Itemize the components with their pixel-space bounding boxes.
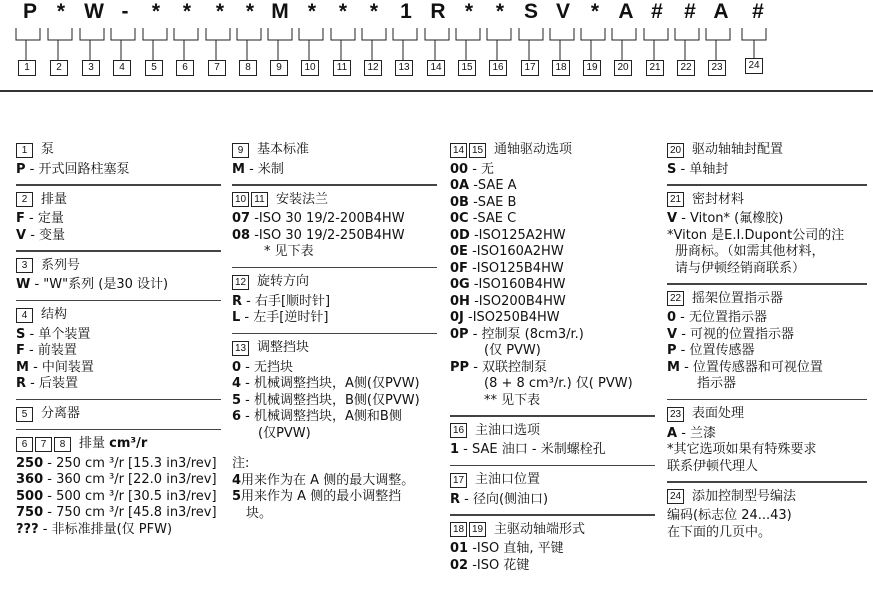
section-3-series [16,258,221,294]
section-number: 21 [667,192,684,207]
section-title: 旋转方向 [257,274,310,289]
code-char-14: R [430,0,446,23]
position-box-1: 1 [18,60,36,76]
section-title: 表面处理 [692,406,745,421]
code-desc: - 右手[顺时针] [242,293,331,309]
position-box-8: 8 [239,60,257,76]
section-14-15-through-drive [450,142,655,409]
section-title: 结构 [41,307,68,322]
divider [232,184,437,186]
note-text: 册商标。（如需其他材料， [675,244,825,259]
section-12-rotation [232,274,437,327]
code-key: 5 [232,392,242,408]
section-5-separator [16,406,221,423]
code-char-22: # [684,0,696,23]
code-desc: - 变量 [26,227,66,243]
divider [450,415,655,417]
footnote-ref: ** 见下表 [484,392,541,408]
code-key: V [667,326,678,342]
code-desc: - 750 cm ³/r [45.8 in3/rev] [43,505,217,520]
code-key: P [667,343,677,358]
section-title: 调整挡块 [257,340,310,355]
position-box-7: 7 [208,60,226,76]
code-desc: -SAE B [468,194,517,210]
code-key: F [16,211,25,226]
code-key: 01 [450,541,469,556]
section-number: 8 [54,437,71,452]
code-desc: -ISO200B4HW [469,293,566,309]
code-key: W [16,277,31,292]
code-key: 0J [450,310,464,325]
section-title: 摇架位置指示器 [692,290,784,306]
section-18-19-shaft [450,522,655,575]
code-key: P [16,161,26,177]
code-key: 4 [232,376,242,391]
code-desc: -ISO 直轴, 平键 [468,541,564,556]
position-box-24: 24 [745,58,763,74]
section-number: 13 [232,341,249,356]
section-title: 主油口选项 [475,422,541,438]
code-key: 0A [450,178,470,193]
code-desc: -ISO125B4HW [467,260,564,276]
section-title: 驱动轴轴封配置 [692,142,784,157]
header-divider [0,90,873,92]
code-key: 0H [450,293,470,309]
section-number: 2 [16,192,33,207]
section-number: 10 [232,192,249,207]
code-desc-cont: (仅PVW) [258,425,311,441]
section-number: 6 [16,437,33,452]
divider [232,333,437,335]
code-key: 0D [450,227,470,243]
code-desc: - 500 cm ³/r [30.5 in3/rev] [43,488,217,504]
code-key: 1 [450,442,460,457]
note-title: 注: [232,456,250,471]
divider [667,184,867,186]
code-desc: - 机械调整挡块，A侧(仅PVW) [241,376,420,391]
section-title: 主驱动轴端形式 [494,521,586,537]
section-number: 23 [667,407,684,422]
section-10-11-flange [232,192,437,261]
code-desc: - "W"系列 (是30 设计) [30,277,169,292]
code-desc: - 无位置指示器 [676,310,768,325]
code-desc: -ISO160B4HW [469,277,566,292]
column-3 [450,142,655,574]
code-key: 0 [232,359,242,375]
code-char-16: * [495,0,505,23]
note-text: 联系伊顿代理人 [667,458,759,474]
code-char-15: * [464,0,474,23]
code-desc: - 360 cm ³/r [22.0 in3/rev] [43,472,217,487]
section-20-shaft-seal [667,142,867,178]
code-desc: -ISO 30 19/2-200B4HW [250,211,405,226]
section-23-surface [667,406,867,475]
section-number: 22 [667,291,684,306]
code-char-13: 1 [400,0,412,23]
code-char-18: V [555,0,570,23]
divider [450,465,655,467]
position-box-16: 16 [489,60,507,76]
position-box-5: 5 [145,60,163,76]
code-key: 0P [450,326,469,342]
code-desc: - 机械调整挡块，A侧和B侧 [241,409,402,424]
section-number: 20 [667,143,684,158]
bracket-lines [0,0,873,62]
code-key: V [16,227,27,243]
note-text: *Viton 是E.I.Dupont公司的注 [667,227,845,243]
code-key: 750 [16,505,44,520]
divider [16,250,221,252]
position-box-15: 15 [458,60,476,76]
position-box-10: 10 [301,60,319,76]
code-key: R [232,293,243,309]
section-number: 24 [667,489,684,504]
divider [16,184,221,186]
note-text: 编码(标志位 24...43) [667,508,792,523]
position-box-19: 19 [583,60,601,76]
code-key: R [16,376,27,391]
code-desc-cont: (仅 PVW) [484,343,541,358]
code-char-20: A [618,0,634,23]
code-char-6: * [182,0,192,23]
code-desc: - 兰漆 [677,425,717,441]
code-desc: -ISO 30 19/2-250B4HW [250,227,405,243]
code-key: 0B [450,194,469,210]
code-key: A [667,425,678,441]
section-number: 7 [35,437,52,452]
position-box-21: 21 [646,60,664,76]
code-desc: - 位置传感器 [676,343,755,358]
note-text: 在下面的几页中。 [667,524,772,540]
divider [16,300,221,302]
code-desc: - Viton* (氟橡胶) [677,211,784,226]
section-4-structure [16,307,221,393]
footnote-ref: * 见下表 [264,244,314,259]
code-desc: - 定量 [24,211,64,226]
section-title: 分离器 [41,406,81,421]
code-key: 08 [232,227,251,243]
section-number: 14 [450,143,467,158]
note-text: 用来作为 A 侧的最小调整挡 [241,489,402,504]
code-key: PP [450,359,470,375]
section-number: 1 [16,143,33,158]
code-desc: -ISO 花键 [468,557,530,573]
code-key: 6 [232,409,242,424]
code-desc: - 米制 [244,161,284,177]
section-16-port-option [450,423,655,459]
section-21-seal-material [667,192,867,278]
column-2 [232,142,437,522]
code-key: M [16,359,29,375]
code-desc: - 中间装置 [28,359,94,375]
code-desc: - 机械调整挡块，B侧(仅PVW) [241,392,420,408]
code-char-11: * [338,0,348,23]
code-desc: - 位置传感器和可视位置 [679,359,823,375]
code-char-3: W [84,0,104,23]
position-box-18: 18 [552,60,570,76]
section-title: 泵 [41,142,55,157]
section-number: 16 [450,423,467,438]
code-char-1: P [22,0,37,23]
code-char-21: # [651,0,663,23]
section-17-port-position [450,472,655,508]
code-desc: - 后装置 [26,376,78,391]
section-1-pump [16,142,221,178]
divider [667,481,867,483]
code-key: 0F [450,260,468,276]
code-key: M [232,161,245,177]
code-desc: - 径向(侧油口) [460,491,549,507]
code-char-5: * [151,0,161,23]
section-title: 安装法兰 [276,191,329,207]
code-key: ??? [16,521,39,537]
section-title: 排量 [41,191,68,207]
code-desc: -ISO160A2HW [467,244,564,259]
section-24-control-code [667,489,867,542]
code-key: 0 [667,310,677,325]
section-number: 4 [16,308,33,323]
code-desc: - 无挡块 [241,359,294,375]
code-desc: -ISO125A2HW [469,227,566,243]
section-13-stop [232,340,437,522]
position-box-13: 13 [395,60,413,76]
section-number: 5 [16,407,33,422]
position-box-2: 2 [50,60,68,76]
divider [16,399,221,401]
code-desc: -ISO250B4HW [463,310,560,325]
column-1 [16,142,221,538]
code-char-10: * [307,0,317,23]
note-text: *其它选项如果有特殊要求 [667,442,817,457]
code-char-2: * [56,0,66,23]
section-title: 通轴驱动选项 [494,142,573,157]
note-text: 请与伊顿经销商联系） [675,260,806,276]
code-key: 02 [450,557,469,573]
code-char-9: * [245,0,255,23]
position-box-11: 11 [333,60,351,76]
section-title: 系列号 [41,257,81,273]
section-number: 9 [232,143,249,158]
code-key: 0C [450,211,469,226]
position-box-4: 4 [113,60,131,76]
code-desc: - 控制泵 (8cm3/r.) [468,326,584,342]
code-desc: - 250 cm ³/r [15.3 in3/rev] [43,455,217,471]
section-unit: cm³/r [109,436,148,451]
code-key: 500 [16,488,44,504]
position-box-20: 20 [614,60,632,76]
section-number: 17 [450,473,467,488]
code-desc: -SAE C [468,211,517,226]
code-key: R [450,491,461,507]
code-char-8: * [215,0,225,23]
divider [667,399,867,401]
code-key: M [667,359,680,375]
position-box-3: 3 [82,60,100,76]
code-key: 250 [16,455,44,471]
code-key: S [16,326,26,342]
note-key: 5 [232,489,242,504]
code-desc: - 可视的位置指示器 [677,326,795,342]
note-text: 用来作为在 A 侧的最大调整。 [241,472,415,488]
position-box-23: 23 [708,60,726,76]
column-4 [667,142,867,541]
position-box-6: 6 [176,60,194,76]
section-number: 3 [16,258,33,273]
position-box-14: 14 [427,60,445,76]
code-char-7: M [271,0,289,23]
code-desc: - 无 [468,161,495,177]
code-desc: - 单轴封 [676,161,729,177]
section-number: 18 [450,522,467,537]
note-text-cont: 块。 [246,505,273,521]
code-char-19: * [590,0,600,23]
section-number: 15 [469,143,486,158]
divider [667,283,867,285]
code-desc: - 非标准排量(仅 PFW) [38,521,173,537]
code-desc: -SAE A [469,178,517,193]
section-22-yoke-indicator [667,291,867,393]
section-number: 19 [469,522,486,537]
code-desc: - 双联控制泵 [469,359,548,375]
section-number: 12 [232,275,249,290]
section-title: 排量 [79,436,106,451]
code-key: V [667,211,678,226]
code-key: 360 [16,472,44,487]
position-box-22: 22 [677,60,695,76]
code-desc: - SAE 油口 - 米制螺栓孔 [459,442,606,457]
note-key: 4 [232,472,242,488]
section-title: 主油口位置 [475,472,541,487]
code-char-23: A [713,0,729,23]
position-box-17: 17 [521,60,539,76]
section-2-displacement-type [16,192,221,245]
code-char-12: * [369,0,379,23]
divider [232,267,437,269]
code-key: S [667,161,677,177]
code-desc-cont: 指示器 [697,376,737,391]
divider [16,429,221,431]
section-number: 11 [251,192,268,207]
code-char-24: # [752,0,764,23]
code-key: 0E [450,244,468,259]
code-key: F [16,343,25,358]
code-desc: - 左手[逆时针] [240,310,329,325]
divider [450,514,655,516]
code-char-17: S [523,0,538,23]
section-9-standard [232,142,437,178]
code-char-4: - [121,0,129,23]
code-key: 07 [232,211,251,226]
code-desc-cont: (8 + 8 cm³/r.) 仅( PVW) [484,376,633,391]
code-desc: - 前装置 [24,343,77,358]
section-title: 基本标准 [257,142,310,157]
section-6-8-displacement [16,436,221,538]
position-box-9: 9 [270,60,288,76]
position-box-12: 12 [364,60,382,76]
section-title: 密封材料 [692,191,745,207]
code-key: 0G [450,277,470,292]
code-key: L [232,310,241,325]
code-desc: - 单个装置 [25,326,91,342]
code-key: 00 [450,161,469,177]
code-desc: - 开式回路柱塞泵 [25,161,130,177]
section-title: 添加控制型号编法 [692,488,797,504]
